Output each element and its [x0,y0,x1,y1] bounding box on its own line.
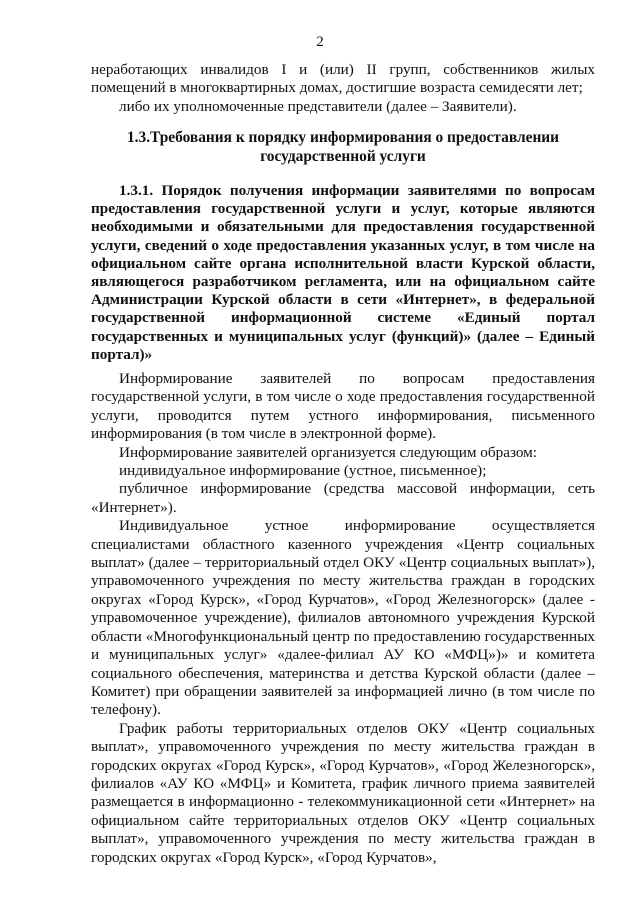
body-paragraph-public: публичное информирование (средства массовой информации, сеть «Интернет»). [91,480,595,516]
section-heading: 1.3.Требования к порядку информирования о предоставлении государственной услуги [126,129,560,165]
page-number: 2 [316,34,324,50]
section-subheading: 1.3.1. Порядок получения информации заявителями по вопросам предоставления государственной услуги и услуг, которые являются необходимыми и обязательными для предоставления государственной услуги, сведений о ходе предоставления указанных услуг, в том числе на официальном сайте органа исполнительной власти Курской области, являющегося разработчиком регламента, или на официальном сайте Администрации Курской области в сети «Интернет», в федеральной государственной информационной системе «Единый портал государственных и муниципальных услуг (функций)» (далее – Единый портал)» [91,182,595,363]
body-paragraph-schedule: График работы территориальных отделов ОКУ «Центр социальных выплат», управомоченного учреждения по месту жительства граждан в городских округах «Город Курск», «Город Курчатов», «Город Железногорск», филиалов «АУ КО «МФЦ» и Комитета, график личного приема заявителей размещается в информационно - телекоммуникационной сети «Интернет» на официальном сайте территориальных отделов ОКУ «Центр социальных выплат», управомоченного учреждения по месту жительства граждан в городских округах «Город Курск», «Город Курчатов», [91,719,595,866]
body-paragraph-oral-informing: Индивидуальное устное информирование осуществляется специалистами областного казенного учреждения «Центр социальных выплат» (далее – территориальный отдел ОКУ «Центр социальных выплат»), управомоченного учреждения по месту жительства граждан в городских округах «Город Курск», «Город Курчатов», «Город Железногорск» (далее - управомоченное учреждение), филиалов автономного учреждения Курской области «Многофункциональный центр по предоставлению государственных и муниципальных услуг» «далее-филиал АУ КО «МФЦ»)» и комитета социального обеспечения, материнства и детства Курской области (далее – Комитет) при обращении заявителей за информацией лично (в том числе по телефону). [91,517,595,719]
body-paragraph-individual: индивидуальное информирование (устное, письменное); [119,462,487,480]
body-paragraph-informing: Информирование заявителей по вопросам предоставления государственной услуги, в том числе о ходе предоставления государственной услуги, проводится путем устного информирования, письменного информирования (в том числе в электронной форме). [91,370,595,443]
intro-applicants-paragraph: либо их уполномоченные представители (далее – Заявители). [119,97,517,115]
intro-paragraph: неработающих инвалидов I и (или) II групп, собственников жилых помещений в многоквартирных домах, достигшие возраста семидесяти лет; [91,61,595,97]
intro-block [91,61,595,116]
body-paragraph-organization: Информирование заявителей организуется следующим образом: [119,443,538,461]
body-block [91,370,595,867]
